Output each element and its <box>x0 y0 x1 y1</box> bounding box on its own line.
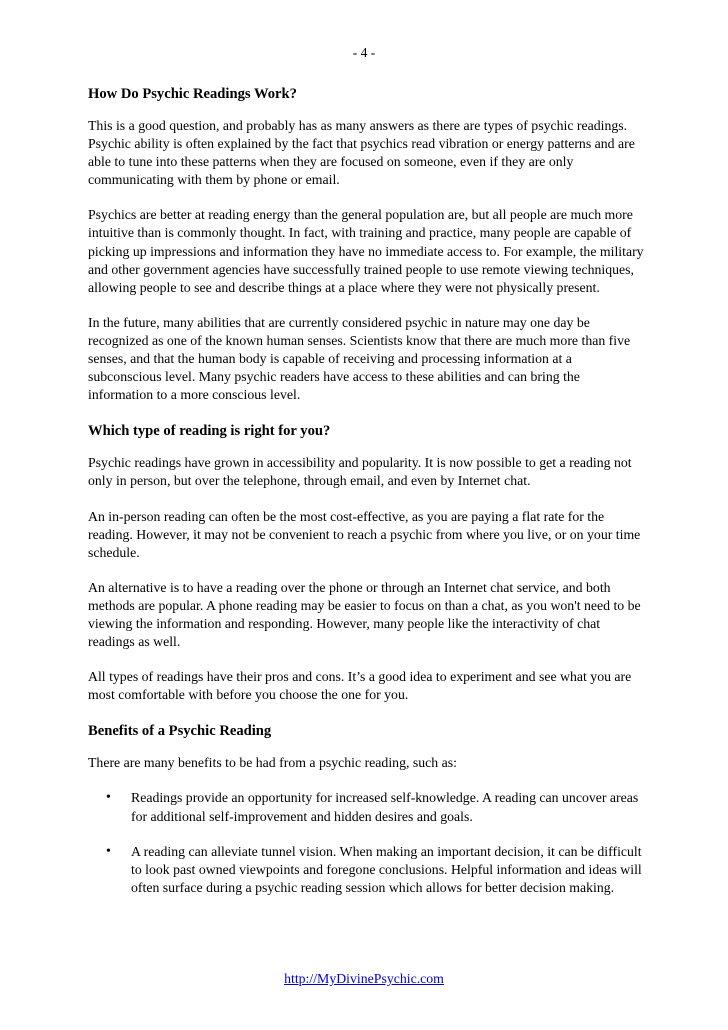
paragraph: An alternative is to have a reading over the phone or through an Internet chat service, and both methods are popular. A phone reading may be easier to focus on than a chat, as you won't need to be viewing the information and responding. However, many people like the interactivity of chat readings as well. <box>88 579 641 650</box>
paragraph: An in-person reading can often be the most cost-effective, as you are paying a flat rate for the reading. However, it may not be convenient to reach a psychic from where you live, or on your time schedule. <box>88 508 641 560</box>
paragraph: Psychic readings have grown in accessibility and popularity. It is now possible to get a reading not only in person, but over the telephone, through email, and even by Internet chat. <box>88 455 632 489</box>
paragraph: This is a good question, and probably has as many answers as there are types of psychic readings. Psychic ability is often explained by the fact that psychics read vibration or energy patterns and are able to tune into these patterns when they are focused on someone, even if they are only communicating with them by phone or email. <box>88 118 635 188</box>
list-item <box>88 789 648 825</box>
list-item-text: A reading can alleviate tunnel vision. When making an important decision, it can be difficult to look past owned viewpoints and foregone conclusions. Helpful information and ideas will often surface during a psychic reading session which allows for better decision making. <box>131 843 642 895</box>
bullet-icon: • <box>106 790 111 806</box>
paragraph: All types of readings have their pros and cons. It’s a good idea to experiment and see what you are most comfortable with before you choose the one for you. <box>88 669 632 703</box>
list-item <box>88 843 648 897</box>
footer-website-link[interactable]: http://MyDivinePsychic.com <box>284 971 444 986</box>
paragraph: There are many benefits to be had from a psychic reading, such as: <box>88 755 457 771</box>
bullet-icon: • <box>106 843 111 859</box>
page-number: - 4 - <box>352 45 376 60</box>
benefits-list <box>88 789 648 896</box>
paragraph: In the future, many abilities that are currently considered psychic in nature may one day be recognized as one of the known human senses. Scientists know that there are much more than five senses, and that the human body is capable of receiving and processing information at a subconscious level. Many psychic readers have access to these abilities and can bring the information to a more conscious level. <box>88 314 631 403</box>
section-heading-benefits: Benefits of a Psychic Reading <box>88 723 272 740</box>
section-heading-how-readings-work: How Do Psychic Readings Work? <box>88 86 297 102</box>
section-heading-which-type: Which type of reading is right for you? <box>88 423 331 440</box>
paragraph: Psychics are better at reading energy than the general population are, but all people are much more intuitive than is commonly thought. In fact, with training and practice, many people are capable of picking up impressions and information they have no immediate access to. For example, the military and other government agencies have successfully trained people to use remote viewing techniques, allowing people to see and describe things at a place where they were not physically present. <box>88 207 644 295</box>
list-item-text: Readings provide an opportunity for increased self-knowledge. A reading can uncover areas for additional self-improvement and hidden desires and goals. <box>131 790 639 824</box>
document-body <box>88 84 648 897</box>
